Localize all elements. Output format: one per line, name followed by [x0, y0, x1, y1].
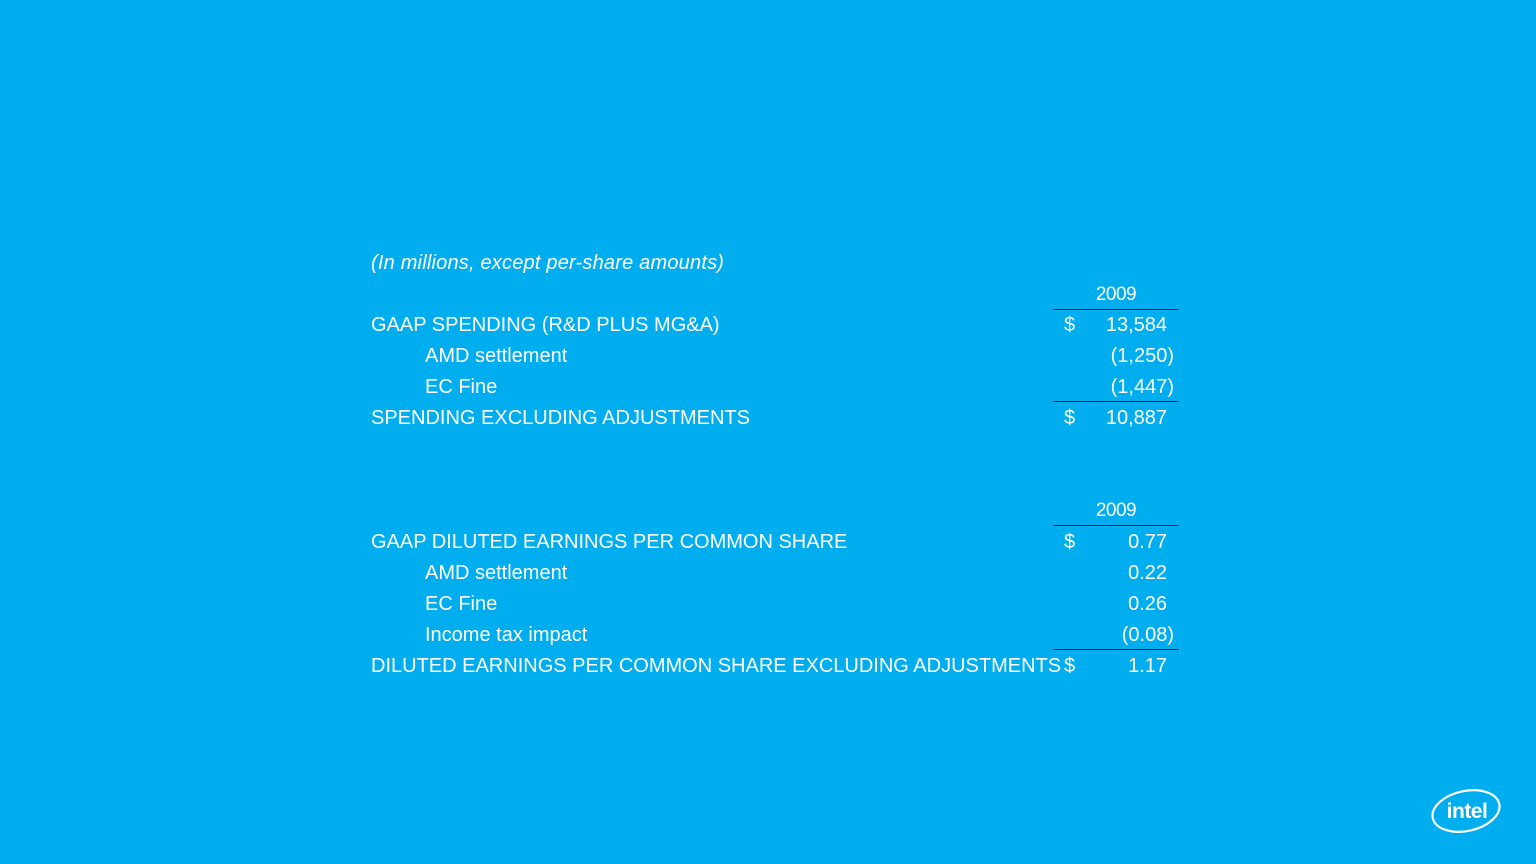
row-label: EC Fine [425, 376, 498, 398]
table-row [371, 341, 1179, 372]
table-row [371, 527, 1179, 558]
row-label: DILUTED EARNINGS PER COMMON SHARE EXCLUDING ADJUSTMENTS [371, 655, 1062, 677]
row-label: AMD settlement [425, 562, 568, 584]
logo-text: intel [1446, 800, 1488, 823]
row-value: (1,250) [1110, 345, 1174, 367]
currency-symbol: $ [1064, 531, 1076, 553]
currency-symbol: $ [1064, 407, 1076, 429]
row-value: 10,887 [1105, 407, 1167, 429]
row-label: SPENDING EXCLUDING ADJUSTMENTS [371, 407, 750, 429]
spending-year-header: 2009 [1053, 280, 1179, 310]
table-row [371, 589, 1179, 620]
table-row [371, 651, 1179, 682]
currency-symbol: $ [1064, 314, 1076, 336]
units-note: (In millions, except per-share amounts) [371, 252, 725, 274]
row-value: 0.77 [1128, 531, 1167, 553]
row-value: 0.26 [1128, 593, 1167, 615]
table-row [371, 620, 1179, 651]
row-label: AMD settlement [425, 345, 568, 367]
table-row [371, 403, 1179, 434]
row-value: (1,447) [1110, 376, 1174, 398]
intel-logo-icon [1430, 786, 1502, 836]
row-value: (0.08) [1121, 624, 1174, 646]
row-label: EC Fine [425, 593, 498, 615]
table-row [371, 372, 1179, 403]
row-label: GAAP DILUTED EARNINGS PER COMMON SHARE [371, 531, 848, 553]
row-value: 0.22 [1128, 562, 1167, 584]
currency-symbol: $ [1064, 655, 1076, 677]
row-label: GAAP SPENDING (R&D PLUS MG&A) [371, 314, 720, 336]
table-row [371, 558, 1179, 589]
row-value: 1.17 [1128, 655, 1167, 677]
table-row [371, 310, 1179, 341]
eps-year-header: 2009 [1053, 496, 1179, 526]
subtotal-rule [1053, 649, 1179, 650]
row-label: Income tax impact [425, 624, 588, 646]
subtotal-rule [1053, 401, 1179, 402]
row-value: 13,584 [1105, 314, 1167, 336]
